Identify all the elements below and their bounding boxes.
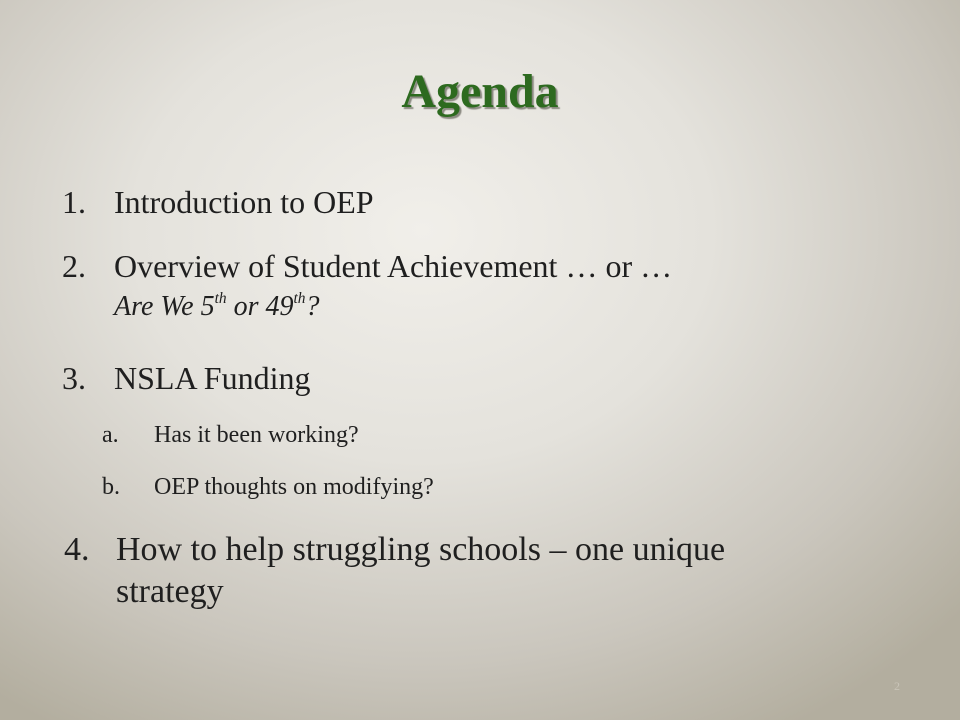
agenda-item-number: 3. [62, 360, 86, 396]
agenda-item-2 [62, 246, 902, 326]
agenda-item-subline [114, 290, 319, 324]
subline-part-3: ? [305, 291, 320, 322]
agenda-item-number: 1. [62, 184, 86, 220]
slide-title: Agenda [401, 65, 559, 118]
agenda-subitem-text: OEP thoughts on modifying? [154, 474, 434, 500]
agenda-item-number: 2. [62, 248, 86, 284]
agenda-item-number: 4. [64, 531, 90, 568]
superscript-2: th [293, 290, 306, 308]
agenda-item-text: Overview of Student Achievement … or … [114, 248, 673, 284]
agenda-item-text: Introduction to OEP [114, 184, 374, 220]
agenda-item-3 [62, 358, 862, 398]
agenda-item-1 [62, 182, 862, 222]
agenda-item-text: NSLA Funding [114, 360, 311, 396]
page-number: 2 [894, 679, 900, 693]
agenda-subitem-b [102, 472, 802, 502]
agenda-subitem-text: Has it been working? [154, 422, 359, 448]
agenda-item-text: How to help struggling schools – one unique [116, 531, 726, 568]
subline-part-2: or 49 [226, 291, 294, 322]
subline-part-1: Are We 5 [114, 291, 215, 322]
agenda-subitem-letter: a. [102, 422, 119, 448]
agenda-item-continuation: strategy [116, 573, 224, 610]
agenda-item-4 [64, 530, 924, 620]
superscript-1: th [214, 290, 227, 308]
agenda-subitem-a [102, 420, 802, 450]
agenda-subitem-letter: b. [102, 474, 120, 500]
